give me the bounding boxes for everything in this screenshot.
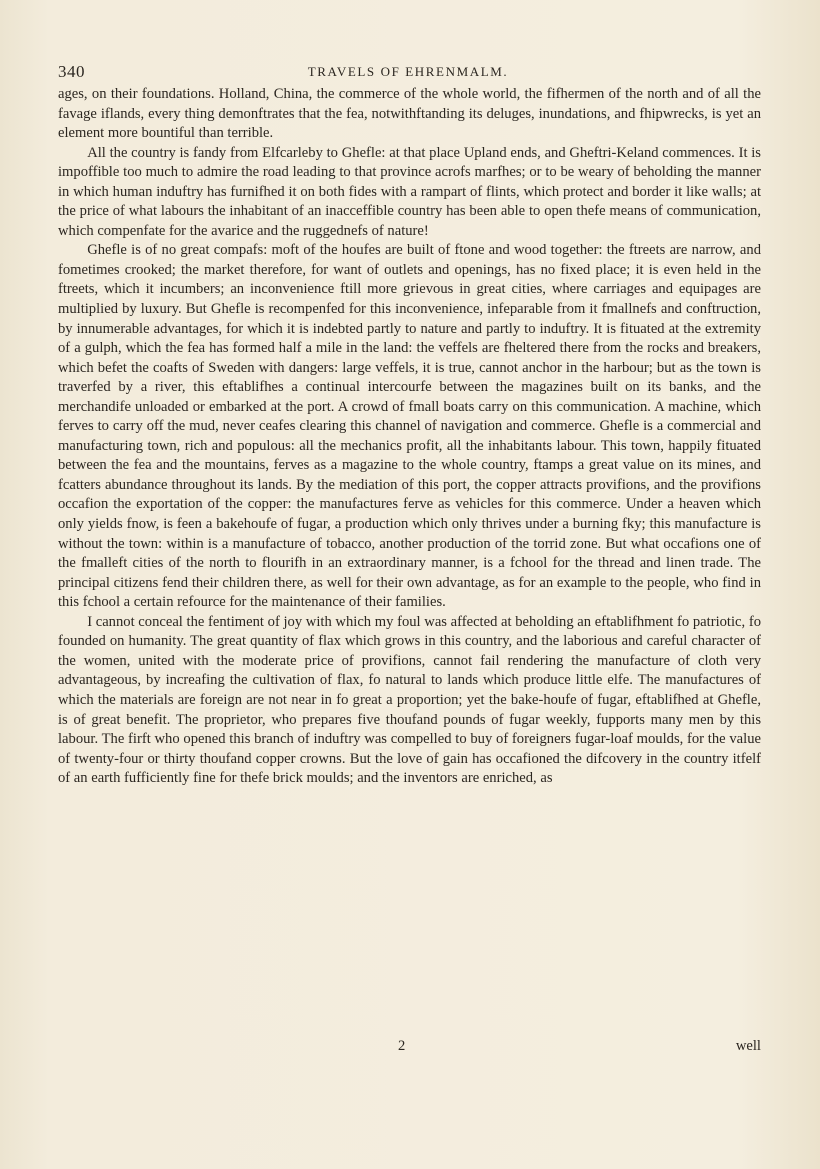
page-footer xyxy=(58,1038,761,1058)
catchword: well xyxy=(735,1038,761,1054)
running-head: TRAVELS OF EHRENMALM. xyxy=(307,64,509,79)
page-number: 340 xyxy=(58,62,85,81)
body-text xyxy=(58,85,761,789)
paragraph: All the country is fandy from Elfcarleby to Ghefle: at that place Upland ends, and Gheftri-Keland commences. It is impoffible too much to admire the road leading to that province acrofs marfhes; or to be weary of beholding the manner in which human induftry has furnifhed it on both fides with a rampart of flints, which protect and border it like walls; at the price of what labours the inhabitant of an inacceffible country has been able to open thefe means of communication, which compenfate for the avarice and the ruggednefs of nature! xyxy=(58,144,761,239)
paragraph: Ghefle is of no great compafs: moft of the houfes are built of ftone and wood together: the ftreets are narrow, and fometimes crooked; the market therefore, for want of outlets and openings, has no fixed place; it is even held in the ftreets, which it incumbers; an inconvenience ftill more grievous in great cities, where carriages and equipages are multiplied by luxury. But Ghefle is recompenfed for this inconvenience, infeparable from it fmallnefs and conftruction, by innumerable advantages, for which it is indebted partly to nature and partly to induftry. It is fituated at the extremity of a gulph, which the fea has formed half a mile in the land: the veffels are fheltered there from the rocks and breakers, which befet the coafts of Sweden with dangers: large veffels, it is true, cannot anchor in the harbour; but as the town is traverfed by a river, this eftablifhes a continual intercourfe between the magazines built on its banks, and the merchandife unloaded or embarked at the port. A crowd of fmall boats carry on this communication. A machine, which ferves to carry off the mud, never ceafes clearing this channel of navigation and commerce. Ghefle is a commercial and manufacturing town, rich and populous: all the mechanics profit, all the inhabitants labour. This town, happily fituated between the fea and the mountains, ferves as a magazine to the whole country, ftamps a great value on its mines, and fcatters abundance throughout its lands. By the mediation of this port, the copper attracts provifions, and the provifions occafion the exportation of the copper: the manufactures ferve as vehicles for this commerce. Under a heaven which only yields fnow, is feen a bakehoufe of fugar, a production which only thrives under a burning fky; this manufacture is without the town: within is a manufacture of tobacco, another production of the torrid zone. But what occafions one of the fmalleft cities of the north to flourifh in an extraordinary manner, is a fchool for the thread and linen trade. The principal citizens fend their children there, as well for their own advantage, as for an example to the people, who find in this fchool a certain refource for the maintenance of their families. xyxy=(58,242,761,611)
signature-mark: 2 xyxy=(398,1038,406,1054)
paragraph: I cannot conceal the fentiment of joy with which my foul was affected at beholding an eftablifhment fo patriotic, fo founded on humanity. The great quantity of flax which grows in this country, and the laborious and careful character of the women, united with the moderate price of provifions, cannot fail rendering the manufacture of cloth very advantageous, by increafing the cultivation of flax, fo natural to lands which produce little elfe. The manufactures of which the materials are foreign are not near in fo great a proportion; yet the bake-houfe of fugar, eftablifhed at Ghefle, is of great benefit. The proprietor, who prepares five thoufand pounds of fugar weekly, fupports many men by this labour. The firft who opened this branch of induftry was compelled to buy of foreigners fugar-loaf moulds, for the value of twenty-four or thirty thoufand copper crowns. But the love of gain has occafioned the difcovery in the country itfelf of an earth fufficiently fine for thefe brick moulds; and the inventors are enriched, as xyxy=(58,613,761,787)
paragraph: ages, on their foundations. Holland, China, the commerce of the whole world, the fifhermen of the north and of all the favage iflands, every thing demonftrates that the fea, notwithftanding its deluges, inundations, and fhipwrecks, is yet an element more bountiful than terrible. xyxy=(58,86,761,142)
page-header xyxy=(58,60,758,84)
